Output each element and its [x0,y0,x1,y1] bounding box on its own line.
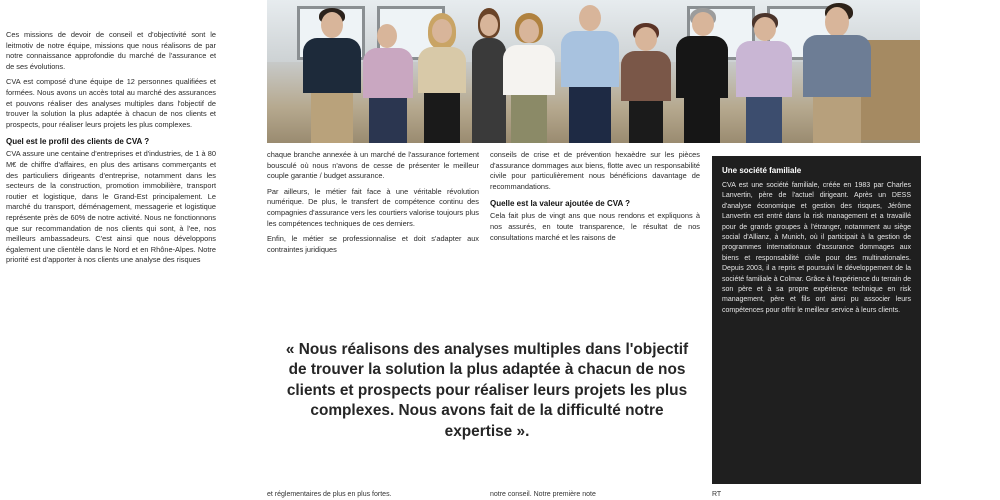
article-column-3 [490,150,700,315]
family-company-sidebar [712,156,921,484]
article-column-1 [6,30,216,500]
pull-quote: « Nous réalisons des analyses multiples dans l'objectif de trouver la solution la plus adaptée à chacun de nos clients et prospects pour réaliser leurs projets les plus complexes. Nous avons fait de la difficulté notre expertise ». [285,341,689,440]
question-clients-profile: Quel est le profil des clients de CVA ? [6,137,150,147]
sidebar-title: Une société familiale [722,166,802,175]
col2-paragraph-3: Enfin, le métier se professionnalise et doit s'adapter aux contraintes juridiques [267,234,479,254]
bottom-fragment-col3: notre conseil. Notre première note [490,491,596,498]
bottom-fragment-col4: RT [712,491,722,498]
question-added-value: Quelle est la valeur ajoutée de CVA ? [490,199,631,209]
bottom-fragment-col2: et réglementaires de plus en plus fortes. [267,491,392,498]
col2-paragraph-1: chaque branche annexée à un marché de l'assurance fortement bousculé où nous n'avons de cesse de présenter le meilleur couple garantie / budget assurance. [267,150,479,181]
team-photo [267,0,920,143]
answer-clients-profile: CVA assure une centaine d'entreprises et d'industries, de 1 à 80 M€ de chiffre d'affaires, en plus des artisans commerçants et des particuliers dirigeants d'entreprise, notamment dans les secteurs de la construction, promotion immobilière, transport routier et logistique, dans le Grand-Est principalement. Le marché du transport, déménagement, messagerie et logistique représente près de 60% de notre activité. Nous ne fonctionnons que sur recommandation de nos clients qui sont, à l'ee, nos meilleurs ambassadeurs. C'est ainsi que nous développons également une clientèle dans le Nord et en Rhône-Alpes. Notre priorité est d'apporter à nos clients une analyse des risques [6,149,216,265]
col3-paragraph-1: conseils de crise et de prévention hexaèdre sur les pièces d'assurance dommages aux biens, flotte avec un responsabilité civile pour particulièrement nous bénéficions davantage de recommandations. [490,150,700,191]
article-column-2 [267,150,479,315]
team-paragraph: CVA est composé d'une équipe de 12 personnes qualifiées et formées. Nous avons un accès total au marché des assurances et pouvons réaliser des analyses multiples dans l'objectif de trouver la solution la plus adaptée à chacun de nos clients et prospects, pour réaliser leurs projets les plus complexes. [6,77,216,129]
col2-paragraph-2: Par ailleurs, le métier fait face à une véritable révolution numérique. De plus, le transfert de compétence continu des compagnies d'assurance vers les courtiers valorise toujours plus les compétences techniques de ces derniers. [267,186,479,228]
intro-paragraph: Ces missions de devoir de conseil et d'objectivité sont le leitmotiv de notre équipe, missions que nous réalisons de par notre connaissance approfondie du marché de l'assurance et de ses évolutions. [6,30,216,71]
sidebar-body: CVA est une société familiale, créée en 1983 par Charles Lanvertin, père de l'actuel dirigeant. Après un DESS d'analyse économique et gestion des risques, Jérôme Lanvertin est entré dans la risk management et a travaillé pour de grands groupes à l'étranger, notamment au siège social d'Allianz, à Munich, où il participait à la gestion de programmes internationaux d'assurance dommages aux biens et responsabilité civile pour des multinationales. Depuis 2003, il a repris et poursuivi le développement de la société familiale à Colmar. Grâce à l'expérience du terrain de son père et à sa propre expérience technique en risk management, père et fils ont ainsi pu associer leurs compétences pour offrir le meilleur service à leurs clients. [722,182,911,314]
answer-added-value: Cela fait plus de vingt ans que nous rendons et expliquons à nos assurés, en toute transparence, le résultat de nos consultations marché et les raisons de [490,211,700,242]
